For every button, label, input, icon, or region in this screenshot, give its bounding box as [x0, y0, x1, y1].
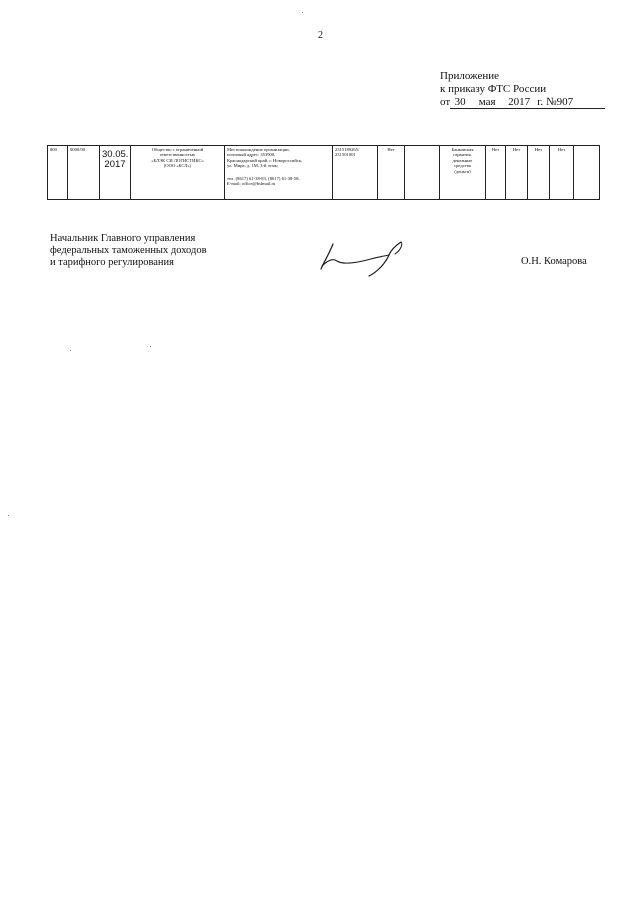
scan-speck — [150, 346, 151, 347]
cell-no: Нет — [550, 146, 574, 200]
scan-speck — [8, 515, 9, 516]
cell-no: Нет — [486, 146, 506, 200]
address-line: E-mail: office@bslmail.ru — [227, 181, 276, 187]
handwritten-signature — [315, 238, 405, 278]
appendix-header — [440, 70, 595, 109]
appendix-date-line — [440, 96, 595, 109]
signer-name: О.Н. Комарова — [521, 256, 587, 267]
table-row — [48, 146, 600, 200]
signer-position — [50, 233, 207, 269]
guarantee-line: (деньги) — [454, 168, 471, 174]
address-line: Местонахождение организации, — [227, 147, 290, 152]
cell-no: Нет — [506, 146, 528, 200]
date-day-month: 30.05. — [102, 149, 129, 160]
address-line: тел. (8617) 61-38-83, (8617) 61-38-58; — [227, 175, 300, 181]
signer-position-line: Начальник Главного управления — [50, 233, 196, 244]
date-year: 2017 — [504, 97, 534, 109]
date-day: 30 — [450, 97, 470, 109]
cell-no: Нет — [528, 146, 550, 200]
kpp-line: 231501001 — [335, 152, 356, 158]
date-year-suffix: г. — [534, 97, 546, 109]
empty-cell — [574, 146, 600, 200]
organization-address — [225, 146, 333, 200]
signer-position-line: и тарифного регулирования — [50, 257, 174, 268]
address-line: Краснодарский край, г. Новороссийск, — [227, 157, 303, 163]
date-prefix: от — [440, 96, 451, 108]
org-name-line: «БЛЭК СИ ЛОГИСТИКС» — [151, 157, 204, 163]
inn-kpp — [333, 146, 378, 200]
appendix-title: Приложение — [440, 70, 500, 82]
cell-no: Нет — [378, 146, 405, 200]
organization-name — [131, 146, 225, 200]
date-month: мая — [470, 97, 504, 109]
row-code: 0000/00 — [68, 146, 100, 200]
org-name-line: ответственностью — [159, 152, 196, 158]
guarantee-line: Банковская — [451, 147, 474, 152]
scan-speck — [302, 12, 303, 13]
empty-cell — [405, 146, 440, 200]
inclusion-date — [100, 146, 131, 200]
appendix-order-ref: к приказу ФТС России — [440, 83, 547, 95]
guarantee-line: гарантия, — [453, 152, 472, 158]
signer-position-line: федеральных таможенных доходов — [50, 245, 207, 256]
inn-line: 2315189265/ — [335, 147, 360, 152]
page-number: 2 — [318, 30, 323, 41]
guarantee-line: денежные — [452, 157, 473, 163]
org-name-line: (ООО «БСЛ») — [163, 163, 192, 169]
scan-speck — [70, 350, 71, 351]
date-year-cell: 2017 — [104, 159, 126, 170]
guarantee-type — [440, 146, 486, 200]
registry-table — [47, 145, 600, 200]
order-number: №907 — [546, 97, 605, 109]
guarantee-line: средства — [454, 163, 471, 169]
address-line: почтовый адрес: 353900, — [227, 152, 276, 158]
org-name-line: Общество с ограниченной — [151, 147, 204, 152]
row-index: 800 — [48, 146, 68, 200]
address-line: ул. Мира, д. 1М, 3-й этаж; — [227, 163, 279, 169]
